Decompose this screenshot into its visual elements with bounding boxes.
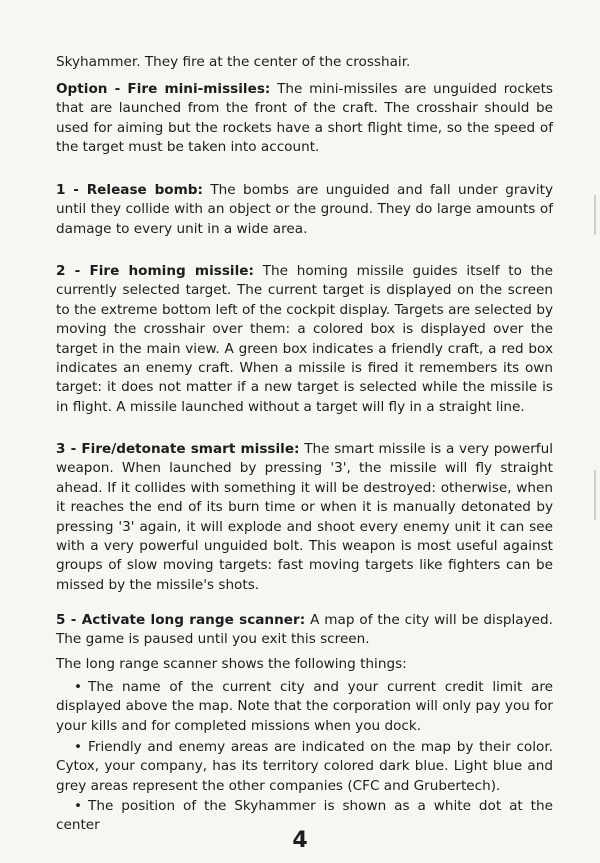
section-heading: 2 - Fire homing missile: <box>56 263 254 279</box>
page-edge-mark <box>594 470 596 520</box>
section-heading: 1 - Release bomb: <box>56 182 203 198</box>
section-long-range-scanner <box>56 611 553 650</box>
list-item <box>56 738 553 796</box>
section-body: The homing missile guides itself to the currently selected target. The current target is displayed on the screen to the extreme bottom left of the cockpit display. Targets are selected by moving the crosshair over them: a colored box is displayed over the target in the main view. A green box indicates a friendly craft, a red box indicates an enemy craft. When a missile is fired it remembers its own target: it does not matter if a new target is selected while the missile is in flight. A missile launched without a target will fly in a straight line. <box>56 263 553 415</box>
scanner-intro: The long range scanner shows the following things: <box>56 656 407 672</box>
section-heading: 3 - Fire/detonate smart missile: <box>56 441 300 457</box>
section-smart-missile <box>56 440 553 595</box>
list-item-text: The position of the Skyhammer is shown as a white dot at the center <box>56 798 553 834</box>
bullet-icon <box>74 739 88 755</box>
list-item-text: The name of the current city and your current credit limit are displayed above the map. Note that the corporation will only pay you for your kills and for completed missions when you dock. <box>56 679 553 734</box>
bullet-icon <box>74 798 88 814</box>
section-heading: Option - Fire mini-missiles: <box>56 81 271 97</box>
section-mini-missiles <box>56 80 553 158</box>
section-heading: 5 - Activate long range scanner: <box>56 612 306 628</box>
section-body: The smart missile is a very powerful weapon. When launched by pressing '3', the missile will fly straight ahead. If it collides with something it will be destroyed: otherwise, when it reaches the end of its burn time or when it is manually detonated by pressing '3' again, it will explode and shoot every enemy unit it can see with a very powerful unguided bolt. This weapon is most useful against groups of slow moving targets: fast moving targets like fighters can be missed by the missile's shots. <box>56 441 553 593</box>
section-body: A map of the city will be displayed. The game is paused until you exit this screen. <box>56 612 553 648</box>
page-edge-mark <box>594 195 596 235</box>
bullet-icon <box>74 679 88 695</box>
section-body: The mini-missiles are unguided rockets that are launched from the front of the craft. The crosshair should be used for aiming but the rockets have a short flight time, so the speed of the target must be taken into account. <box>56 81 553 156</box>
section-homing-missile <box>56 262 553 417</box>
intro-paragraph: Skyhammer. They fire at the center of the crosshair. <box>56 54 411 70</box>
manual-page <box>56 0 553 863</box>
page-number: 4 <box>292 828 308 853</box>
section-release-bomb <box>56 181 553 239</box>
section-body: The bombs are unguided and fall under gravity until they collide with an object or the ground. They do large amounts of damage to every unit in a wide area. <box>56 182 553 237</box>
list-item-text: Friendly and enemy areas are indicated on the map by their color. Cytox, your company, has its territory colored dark blue. Light blue and grey areas represent the other companies (CFC and Grubertech). <box>56 739 553 794</box>
list-item <box>56 678 553 736</box>
